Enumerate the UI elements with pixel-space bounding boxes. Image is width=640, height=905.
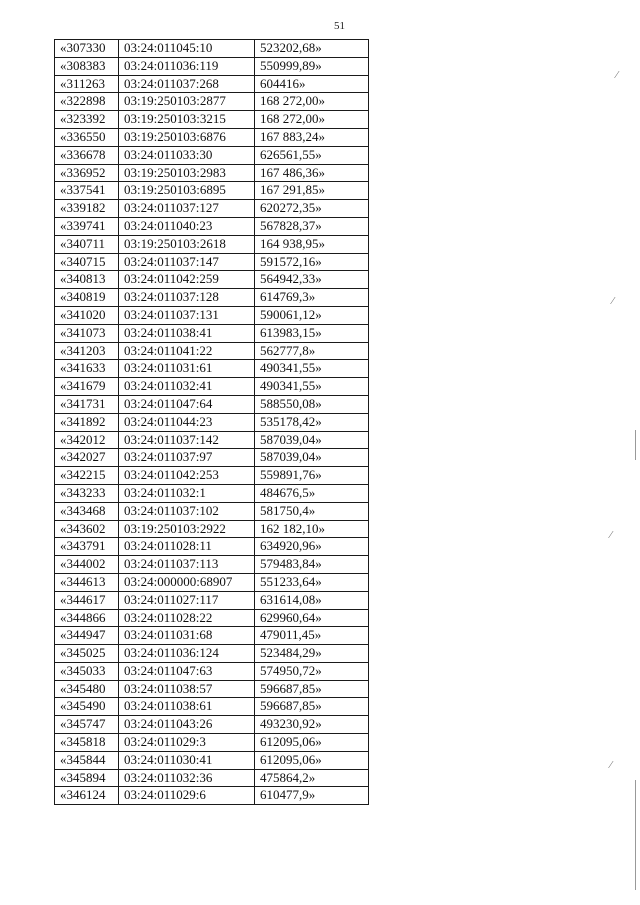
amount-cell: 523202,68» bbox=[255, 40, 369, 58]
table-row bbox=[55, 128, 369, 146]
record-number-cell: «307330 bbox=[55, 40, 119, 58]
table-row bbox=[55, 306, 369, 324]
amount-cell: 559891,76» bbox=[255, 467, 369, 485]
table-row bbox=[55, 271, 369, 289]
cadastral-number-cell: 03:24:011032:41 bbox=[119, 378, 255, 396]
record-number-cell: «340819 bbox=[55, 289, 119, 307]
record-number-cell: «341892 bbox=[55, 413, 119, 431]
record-number-cell: «340813 bbox=[55, 271, 119, 289]
cadastral-number-cell: 03:24:011037:268 bbox=[119, 75, 255, 93]
cadastral-number-cell: 03:19:250103:2877 bbox=[119, 93, 255, 111]
amount-cell: 479011,45» bbox=[255, 627, 369, 645]
amount-cell: 587039,04» bbox=[255, 431, 369, 449]
amount-cell: 620272,35» bbox=[255, 200, 369, 218]
table-row bbox=[55, 609, 369, 627]
amount-cell: 612095,06» bbox=[255, 751, 369, 769]
amount-cell: 612095,06» bbox=[255, 734, 369, 752]
amount-cell: 634920,96» bbox=[255, 538, 369, 556]
amount-cell: 588550,08» bbox=[255, 395, 369, 413]
table-row bbox=[55, 235, 369, 253]
margin-mark: ⁄ bbox=[610, 530, 612, 541]
amount-cell: 591572,16» bbox=[255, 253, 369, 271]
cadastral-number-cell: 03:24:011037:113 bbox=[119, 556, 255, 574]
cadastral-number-cell: 03:24:011044:23 bbox=[119, 413, 255, 431]
record-number-cell: «337541 bbox=[55, 182, 119, 200]
cadastral-number-cell: 03:24:011027:117 bbox=[119, 591, 255, 609]
table-row bbox=[55, 40, 369, 58]
cadastral-number-cell: 03:19:250103:3215 bbox=[119, 111, 255, 129]
record-number-cell: «311263 bbox=[55, 75, 119, 93]
amount-cell: 614769,3» bbox=[255, 289, 369, 307]
cadastral-number-cell: 03:24:011041:22 bbox=[119, 342, 255, 360]
cadastral-number-cell: 03:24:011028:11 bbox=[119, 538, 255, 556]
amount-cell: 484676,5» bbox=[255, 484, 369, 502]
amount-cell: 551233,64» bbox=[255, 573, 369, 591]
record-number-cell: «336952 bbox=[55, 164, 119, 182]
record-number-cell: «345480 bbox=[55, 680, 119, 698]
cadastral-number-cell: 03:19:250103:2922 bbox=[119, 520, 255, 538]
record-number-cell: «342027 bbox=[55, 449, 119, 467]
record-number-cell: «341020 bbox=[55, 306, 119, 324]
amount-cell: 562777,8» bbox=[255, 342, 369, 360]
table-row bbox=[55, 467, 369, 485]
amount-cell: 567828,37» bbox=[255, 217, 369, 235]
table-row bbox=[55, 538, 369, 556]
cadastral-number-cell: 03:24:011029:3 bbox=[119, 734, 255, 752]
record-number-cell: «341633 bbox=[55, 360, 119, 378]
cadastral-number-cell: 03:24:011031:61 bbox=[119, 360, 255, 378]
amount-cell: 168 272,00» bbox=[255, 93, 369, 111]
cadastral-number-cell: 03:24:011047:64 bbox=[119, 395, 255, 413]
record-number-cell: «341731 bbox=[55, 395, 119, 413]
registry-table bbox=[54, 39, 369, 805]
table-row bbox=[55, 164, 369, 182]
table-row bbox=[55, 734, 369, 752]
table-row bbox=[55, 698, 369, 716]
cadastral-number-cell: 03:24:011037:147 bbox=[119, 253, 255, 271]
cadastral-number-cell: 03:24:011037:131 bbox=[119, 306, 255, 324]
cadastral-number-cell: 03:24:011028:22 bbox=[119, 609, 255, 627]
amount-cell: 596687,85» bbox=[255, 680, 369, 698]
record-number-cell: «344866 bbox=[55, 609, 119, 627]
amount-cell: 493230,92» bbox=[255, 716, 369, 734]
cadastral-number-cell: 03:24:011038:57 bbox=[119, 680, 255, 698]
amount-cell: 590061,12» bbox=[255, 306, 369, 324]
record-number-cell: «345033 bbox=[55, 662, 119, 680]
amount-cell: 574950,72» bbox=[255, 662, 369, 680]
table-row bbox=[55, 591, 369, 609]
table-row bbox=[55, 484, 369, 502]
record-number-cell: «339182 bbox=[55, 200, 119, 218]
scan-edge-line bbox=[635, 430, 636, 460]
amount-cell: 581750,4» bbox=[255, 502, 369, 520]
amount-cell: 631614,08» bbox=[255, 591, 369, 609]
table-row bbox=[55, 289, 369, 307]
table-row bbox=[55, 627, 369, 645]
record-number-cell: «346124 bbox=[55, 787, 119, 805]
record-number-cell: «345747 bbox=[55, 716, 119, 734]
cadastral-number-cell: 03:24:011037:97 bbox=[119, 449, 255, 467]
table-row bbox=[55, 502, 369, 520]
cadastral-number-cell: 03:24:011043:26 bbox=[119, 716, 255, 734]
cadastral-number-cell: 03:24:011030:41 bbox=[119, 751, 255, 769]
record-number-cell: «343468 bbox=[55, 502, 119, 520]
cadastral-number-cell: 03:24:011032:36 bbox=[119, 769, 255, 787]
cadastral-number-cell: 03:24:011042:253 bbox=[119, 467, 255, 485]
record-number-cell: «344617 bbox=[55, 591, 119, 609]
table-row bbox=[55, 93, 369, 111]
record-number-cell: «308383 bbox=[55, 57, 119, 75]
table-row bbox=[55, 146, 369, 164]
record-number-cell: «345844 bbox=[55, 751, 119, 769]
amount-cell: 613983,15» bbox=[255, 324, 369, 342]
table-row bbox=[55, 378, 369, 396]
record-number-cell: «342012 bbox=[55, 431, 119, 449]
table-row bbox=[55, 431, 369, 449]
amount-cell: 490341,55» bbox=[255, 360, 369, 378]
table-row bbox=[55, 182, 369, 200]
record-number-cell: «343233 bbox=[55, 484, 119, 502]
margin-mark: ⁄ bbox=[616, 70, 618, 81]
cadastral-number-cell: 03:24:011037:128 bbox=[119, 289, 255, 307]
table-row bbox=[55, 253, 369, 271]
record-number-cell: «345490 bbox=[55, 698, 119, 716]
amount-cell: 167 291,85» bbox=[255, 182, 369, 200]
table-row bbox=[55, 395, 369, 413]
cadastral-number-cell: 03:24:000000:68907 bbox=[119, 573, 255, 591]
cadastral-number-cell: 03:24:011045:10 bbox=[119, 40, 255, 58]
cadastral-number-cell: 03:24:011033:30 bbox=[119, 146, 255, 164]
record-number-cell: «345818 bbox=[55, 734, 119, 752]
cadastral-number-cell: 03:24:011042:259 bbox=[119, 271, 255, 289]
table-row bbox=[55, 716, 369, 734]
cadastral-number-cell: 03:19:250103:2983 bbox=[119, 164, 255, 182]
amount-cell: 167 486,36» bbox=[255, 164, 369, 182]
amount-cell: 550999,89» bbox=[255, 57, 369, 75]
record-number-cell: «344002 bbox=[55, 556, 119, 574]
table-row bbox=[55, 449, 369, 467]
record-number-cell: «342215 bbox=[55, 467, 119, 485]
amount-cell: 587039,04» bbox=[255, 449, 369, 467]
record-number-cell: «344947 bbox=[55, 627, 119, 645]
record-number-cell: «341679 bbox=[55, 378, 119, 396]
amount-cell: 626561,55» bbox=[255, 146, 369, 164]
cadastral-number-cell: 03:24:011037:102 bbox=[119, 502, 255, 520]
record-number-cell: «340711 bbox=[55, 235, 119, 253]
record-number-cell: «341073 bbox=[55, 324, 119, 342]
record-number-cell: «336678 bbox=[55, 146, 119, 164]
cadastral-number-cell: 03:24:011036:119 bbox=[119, 57, 255, 75]
table-row bbox=[55, 342, 369, 360]
cadastral-number-cell: 03:24:011037:142 bbox=[119, 431, 255, 449]
cadastral-number-cell: 03:24:011047:63 bbox=[119, 662, 255, 680]
table-row bbox=[55, 57, 369, 75]
amount-cell: 579483,84» bbox=[255, 556, 369, 574]
table-row bbox=[55, 413, 369, 431]
cadastral-number-cell: 03:24:011031:68 bbox=[119, 627, 255, 645]
cadastral-number-cell: 03:24:011032:1 bbox=[119, 484, 255, 502]
margin-mark: ⁄ bbox=[612, 296, 614, 307]
cadastral-number-cell: 03:24:011036:124 bbox=[119, 645, 255, 663]
cadastral-number-cell: 03:19:250103:6895 bbox=[119, 182, 255, 200]
table-body bbox=[55, 40, 369, 805]
table-row bbox=[55, 787, 369, 805]
amount-cell: 535178,42» bbox=[255, 413, 369, 431]
table-row bbox=[55, 680, 369, 698]
cadastral-number-cell: 03:24:011040:23 bbox=[119, 217, 255, 235]
margin-mark: ⁄ bbox=[610, 760, 612, 771]
record-number-cell: «336550 bbox=[55, 128, 119, 146]
amount-cell: 168 272,00» bbox=[255, 111, 369, 129]
table-row bbox=[55, 573, 369, 591]
amount-cell: 167 883,24» bbox=[255, 128, 369, 146]
table-row bbox=[55, 217, 369, 235]
cadastral-number-cell: 03:24:011038:61 bbox=[119, 698, 255, 716]
record-number-cell: «339741 bbox=[55, 217, 119, 235]
record-number-cell: «345025 bbox=[55, 645, 119, 663]
cadastral-number-cell: 03:24:011029:6 bbox=[119, 787, 255, 805]
table-row bbox=[55, 751, 369, 769]
amount-cell: 564942,33» bbox=[255, 271, 369, 289]
amount-cell: 475864,2» bbox=[255, 769, 369, 787]
amount-cell: 596687,85» bbox=[255, 698, 369, 716]
record-number-cell: «344613 bbox=[55, 573, 119, 591]
record-number-cell: «340715 bbox=[55, 253, 119, 271]
cadastral-number-cell: 03:24:011037:127 bbox=[119, 200, 255, 218]
table-row bbox=[55, 324, 369, 342]
table-row bbox=[55, 769, 369, 787]
record-number-cell: «341203 bbox=[55, 342, 119, 360]
table-row bbox=[55, 360, 369, 378]
record-number-cell: «343791 bbox=[55, 538, 119, 556]
table-row bbox=[55, 662, 369, 680]
cadastral-number-cell: 03:19:250103:2618 bbox=[119, 235, 255, 253]
record-number-cell: «322898 bbox=[55, 93, 119, 111]
cadastral-number-cell: 03:24:011038:41 bbox=[119, 324, 255, 342]
amount-cell: 164 938,95» bbox=[255, 235, 369, 253]
amount-cell: 629960,64» bbox=[255, 609, 369, 627]
page-number: 51 bbox=[334, 20, 345, 32]
record-number-cell: «323392 bbox=[55, 111, 119, 129]
table-row bbox=[55, 200, 369, 218]
table-row bbox=[55, 520, 369, 538]
amount-cell: 610477,9» bbox=[255, 787, 369, 805]
amount-cell: 604416» bbox=[255, 75, 369, 93]
table-row bbox=[55, 75, 369, 93]
amount-cell: 162 182,10» bbox=[255, 520, 369, 538]
table-row bbox=[55, 645, 369, 663]
table-row bbox=[55, 556, 369, 574]
scan-edge-line bbox=[635, 780, 636, 890]
cadastral-number-cell: 03:19:250103:6876 bbox=[119, 128, 255, 146]
table-row bbox=[55, 111, 369, 129]
amount-cell: 523484,29» bbox=[255, 645, 369, 663]
amount-cell: 490341,55» bbox=[255, 378, 369, 396]
record-number-cell: «345894 bbox=[55, 769, 119, 787]
record-number-cell: «343602 bbox=[55, 520, 119, 538]
